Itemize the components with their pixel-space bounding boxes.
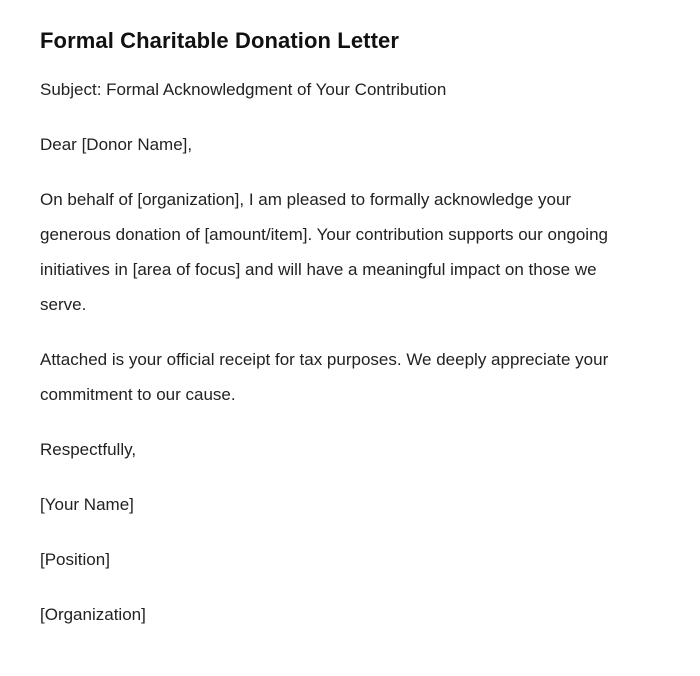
signature-position: [Position] <box>40 550 110 569</box>
closing-line: Respectfully, <box>40 440 137 459</box>
page-title: Formal Charitable Donation Letter <box>40 28 400 53</box>
signature-organization: [Organization] <box>40 605 146 624</box>
body-paragraph-acknowledgment: On behalf of [organization], I am pleased to formally acknowledge your generous donation of [amount/item]. Your contribution supports our ongoing initiatives in [area of focus] and will have a meaningful impact on those we serve. <box>40 190 608 314</box>
body-paragraph-receipt: Attached is your official receipt for tax purposes. We deeply appreciate your commitment to our cause. <box>40 350 609 404</box>
greeting-line: Dear [Donor Name], <box>40 135 193 154</box>
signature-name: [Your Name] <box>40 495 134 514</box>
subject-line: Subject: Formal Acknowledgment of Your Contribution <box>40 80 447 99</box>
